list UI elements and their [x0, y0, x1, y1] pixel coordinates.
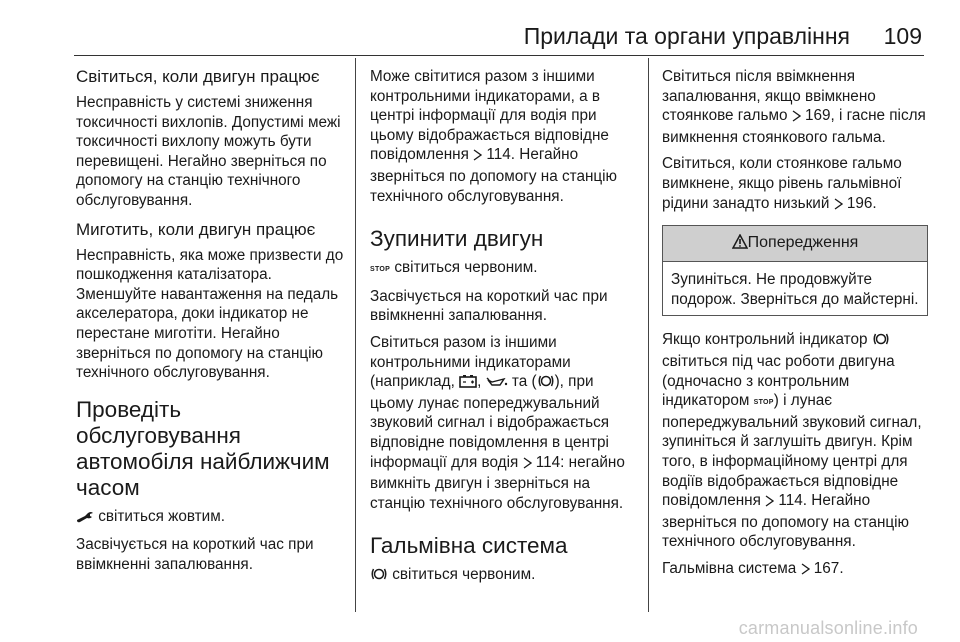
page-reference-icon: [765, 493, 774, 513]
paragraph: Світиться після ввімкнення запалювання, якщо ввімкнено стоянкове гальмо 169, і гасне після вимкнення стоянкового гальма.: [662, 68, 926, 146]
heading-stop-engine: Зупинити двигун: [370, 226, 544, 252]
paragraph: Засвічується на короткий час при ввімкненні запалювання.: [76, 536, 314, 573]
page-reference-icon: [473, 147, 482, 167]
paragraph: STOP світиться червоним.: [370, 259, 538, 277]
heading-lit-engine-running: Світиться, коли двигун працює: [76, 67, 320, 86]
warning-box: [662, 225, 928, 316]
paragraph: Несправність, яка може призвести до пошкодження каталізатора. Зменшуйте навантаження на педаль акселератора, доки індикатор не перестане миготіти. Негайно зверніться по допомогу на станцію технічного обслуговування.: [76, 246, 344, 382]
column-2: [370, 58, 640, 614]
watermark: carmanualsonline.info: [738, 618, 918, 638]
stop-indicator-icon: STOP: [753, 399, 774, 407]
column-3: [662, 58, 928, 614]
heading-service-vehicle: Проведіть обслуговування автомобіля найближчим часом: [76, 396, 330, 500]
page-header: [0, 0, 960, 56]
column-1: [76, 58, 346, 614]
brake-warning-icon: [537, 374, 555, 394]
wrench-icon: [76, 509, 94, 529]
warning-triangle-icon: [732, 234, 748, 255]
stop-indicator-icon: STOP: [370, 266, 391, 274]
brake-warning-icon: [370, 567, 388, 587]
page-reference-icon: [834, 196, 843, 216]
paragraph: Засвічується на короткий час при ввімкненні запалювання.: [370, 287, 608, 325]
column-divider-2: [648, 58, 649, 612]
page-reference-icon: [792, 108, 801, 128]
heading-brake-system: Гальмівна система: [370, 533, 568, 559]
paragraph: Може світитися разом з іншими контрольними індикаторами, а в центрі інформації для водія при цьому відображається відповідне повідомлення 114. Негайно зверніться по допомогу на станцію технічного обслуговування.: [370, 68, 618, 205]
warning-header: [663, 226, 927, 262]
brake-warning-icon: [872, 332, 890, 352]
header-divider: [74, 55, 924, 56]
column-divider-1: [355, 58, 356, 612]
heading-flashing-engine-running: Миготить, коли двигун працює: [76, 219, 316, 239]
paragraph: Гальмівна система 167.: [662, 559, 928, 581]
paragraph: Якщо контрольний індикатор світиться під час роботи двигуна (одночасно з контрольним індикатором STOP) і лунає попереджувальний звуковий сигнал, зупиніться й заглушіть двигун. Крім того, в інформаційному центрі для водіїв відображається відповідне повідомлення 114. Негайно зверніться по допомогу на станцію технічного обслуговування.: [662, 331, 922, 551]
warning-body: Зупиніться. Не продовжуйте подорож. Зверніться до майстерні.: [671, 271, 919, 308]
paragraph: світиться жовтим.: [76, 507, 346, 529]
page-reference-icon: [523, 455, 532, 475]
paragraph: Світиться, коли стоянкове гальмо вимкнене, якщо рівень гальмівної рідини занадто низький 196.: [662, 154, 928, 215]
page-reference-icon: [801, 561, 810, 581]
warning-title: Попередження: [747, 234, 859, 252]
header-title: Прилади та органи управління: [523, 23, 850, 49]
paragraph: світиться червоним.: [370, 565, 640, 587]
page-number: 109: [883, 23, 922, 49]
oil-pressure-icon: [486, 374, 508, 394]
battery-icon: [459, 374, 477, 394]
paragraph: Несправність у системі зниження токсичності вихлопів. Допустимі межі токсичності вихлопу можуть бути перевищені. Негайно зверніться по допомогу на станцію технічного обслуговування.: [76, 94, 341, 209]
paragraph: Світиться разом із іншими контрольними індикаторами (наприклад, , та ( ), при цьому лунає попереджувальний звуковий сигнал і відображається відповідне повідомлення в центрі інформації для водія 114: негайно вимкніть двигун і зверніться на станцію технічного обслуговування.: [370, 333, 625, 512]
